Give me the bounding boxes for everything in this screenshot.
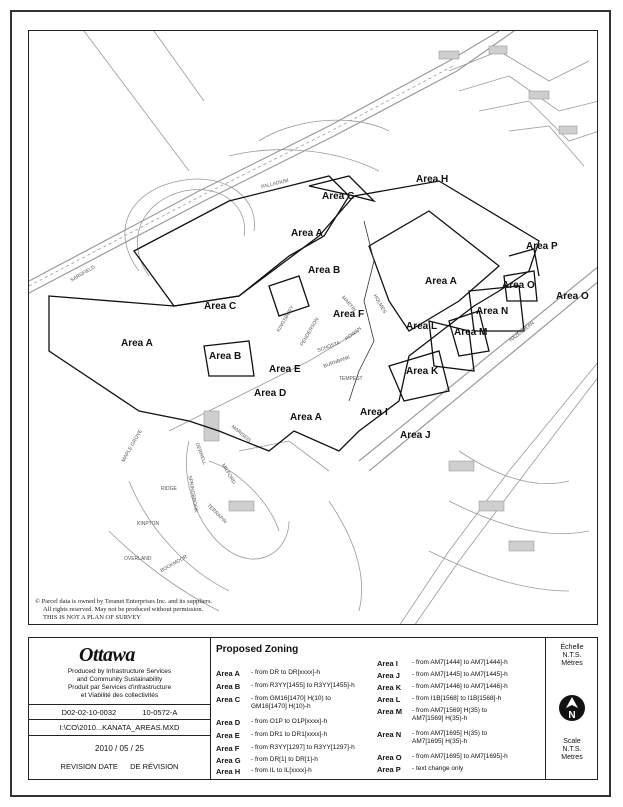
zoning-row bbox=[377, 753, 508, 762]
credit-line: Produit par Services d'infrastructure bbox=[67, 684, 172, 691]
sw-street-2 bbox=[129, 481, 229, 591]
copyright-line: THIS IS NOT A PLAN OF SURVEY bbox=[43, 614, 141, 621]
area-a-south-label: Area A bbox=[290, 412, 322, 423]
zoning-row bbox=[377, 695, 501, 704]
street-label: MARISEIS bbox=[229, 424, 253, 444]
zoning-area-code: Area L bbox=[377, 695, 401, 704]
street-label: PENDERSON bbox=[299, 316, 321, 348]
ne-streets-3 bbox=[479, 101, 598, 141]
area-h-label: Area H bbox=[416, 174, 449, 185]
zoning-row bbox=[216, 731, 327, 740]
scale-line: Mètres bbox=[561, 660, 583, 667]
divider bbox=[29, 704, 210, 705]
se-street-3 bbox=[429, 551, 569, 591]
zoning-change-line: - from AM7[1695] H(35) to bbox=[412, 730, 488, 737]
zoning-change-line: - from AM7[1445] to AM7[1445]-h bbox=[412, 671, 508, 678]
area-b-south-label: Area B bbox=[209, 351, 242, 362]
area-l-label: Area L bbox=[406, 321, 438, 332]
zoning-change bbox=[412, 707, 487, 723]
building-footprint bbox=[529, 91, 549, 99]
street-label: HAZELDEAN bbox=[508, 320, 536, 344]
building-footprint bbox=[204, 411, 219, 441]
street-label: KINGSBURY bbox=[275, 304, 296, 334]
zoning-change bbox=[251, 731, 327, 739]
copyright-line: © Parcel data is owned by Teranet Enterprises Inc. and its suppliers. bbox=[35, 598, 213, 605]
scale-en bbox=[546, 738, 598, 762]
zoning-change-line: - from AM7[1444] to AM7[1444]-h bbox=[412, 659, 508, 666]
area-c-label: Area C bbox=[204, 301, 237, 312]
zoning-change bbox=[251, 682, 355, 690]
area-o-label: Area O bbox=[502, 280, 535, 291]
credit-fr bbox=[29, 684, 210, 700]
street-label: SPRINGBROOK bbox=[186, 475, 199, 513]
street-label: BURNBANK bbox=[322, 354, 351, 370]
zoning-change bbox=[412, 671, 508, 679]
zoning-area-code: Area D bbox=[216, 718, 241, 727]
zoning-change bbox=[251, 756, 318, 764]
revision-label bbox=[29, 762, 210, 771]
se-street-4 bbox=[329, 501, 362, 611]
street-label: KINPTON bbox=[137, 521, 160, 527]
area-o-east-label: Area O bbox=[556, 291, 589, 302]
street-label: RIDGE bbox=[161, 486, 177, 492]
scale-line: N.T.S. bbox=[562, 652, 582, 659]
street-label: MAPLE GROVE bbox=[120, 428, 144, 464]
legend-panel bbox=[28, 637, 598, 780]
area-f-label: Area F bbox=[333, 309, 365, 320]
area-a-west-label: Area A bbox=[121, 338, 153, 349]
north-arrow-icon bbox=[558, 694, 586, 722]
scale-line: N.T.S. bbox=[562, 746, 582, 753]
zoning-area-code: Area C bbox=[216, 695, 241, 704]
zoning-area-code: Area G bbox=[216, 756, 241, 765]
interchange-curve-1 bbox=[125, 179, 255, 271]
area-p-label: Area P bbox=[526, 241, 558, 252]
zoning-change bbox=[251, 718, 327, 726]
street-label: OVERLAND bbox=[124, 556, 152, 562]
zoning-change bbox=[412, 753, 508, 761]
highway-417-line-2 bbox=[29, 31, 514, 293]
zoning-change-line: - from GM16[1470] H(10) to bbox=[251, 695, 331, 702]
area-j-label: Area J bbox=[400, 430, 431, 441]
zoning-change bbox=[412, 659, 508, 667]
street-label: MARTIN bbox=[340, 294, 357, 314]
zoning-change-line: - from AM7[1569] H(35) to bbox=[412, 707, 488, 714]
area-m-label: Area M bbox=[454, 327, 488, 338]
zoning-change bbox=[412, 730, 487, 746]
street-label: SARSFIELD bbox=[69, 264, 97, 284]
zoning-row bbox=[377, 730, 487, 746]
zoning-row bbox=[216, 744, 355, 753]
ne-streets-1 bbox=[449, 51, 589, 81]
ottawa-logo: Ottawa bbox=[79, 644, 135, 666]
zoning-change-line: - from O1P to O1P[xxxx]-h bbox=[251, 718, 328, 725]
nw-road-2 bbox=[154, 31, 204, 101]
building-footprint bbox=[449, 461, 474, 471]
area-e-label: Area E bbox=[269, 364, 301, 375]
street-label: BOOKMOOR bbox=[159, 553, 189, 575]
scale-line: Scale bbox=[563, 738, 581, 745]
palladium-road bbox=[229, 150, 379, 171]
file-number: D02-02-10-0032 bbox=[61, 708, 117, 717]
panel-divider bbox=[210, 638, 211, 779]
area-a-east-label: Area A bbox=[425, 276, 457, 287]
zoning-row bbox=[377, 707, 487, 723]
zoning-map bbox=[28, 30, 598, 625]
street-label: DERRELL bbox=[193, 442, 208, 466]
area-g-label: Area G bbox=[322, 191, 355, 202]
divider bbox=[29, 719, 210, 720]
credit-en bbox=[29, 668, 210, 684]
street-label: SCHOSTA bbox=[316, 340, 342, 354]
zoning-row bbox=[377, 659, 508, 668]
zoning-change bbox=[251, 744, 355, 752]
zoning-area-code: Area J bbox=[377, 671, 400, 680]
zoning-row bbox=[377, 765, 463, 774]
zoning-change-line: - from R3YY[1297] to R3YY[1297]-h bbox=[251, 744, 355, 751]
zoning-area-code: Area B bbox=[216, 682, 241, 691]
area-a-north-label: Area A bbox=[291, 228, 323, 239]
building-footprint bbox=[509, 541, 534, 551]
zoning-row bbox=[216, 718, 327, 727]
area-n-label: Area N bbox=[476, 306, 509, 317]
zoning-change-line: - from IL to IL[xxxx]-h bbox=[251, 767, 312, 774]
area-b-north-label: Area B bbox=[308, 265, 341, 276]
sw-street-5 bbox=[239, 441, 329, 471]
revision-date: 2010 / 05 / 25 bbox=[95, 744, 144, 753]
zoning-change bbox=[412, 765, 463, 773]
credit-line: and Community Sustainability bbox=[76, 676, 163, 683]
zoning-area-code: Area K bbox=[377, 683, 402, 692]
zoning-change-line: GM16[1470] H(10)-h bbox=[251, 703, 311, 710]
zoning-area-code: Area A bbox=[216, 669, 240, 678]
area-i-label: Area I bbox=[360, 407, 388, 418]
north-arrow bbox=[546, 694, 598, 725]
zoning-change bbox=[251, 767, 312, 775]
north-symbol: N bbox=[568, 710, 576, 721]
nw-road bbox=[84, 31, 189, 171]
zoning-row bbox=[216, 695, 331, 711]
credit-line: Produced by Infrastructure Services bbox=[67, 668, 172, 675]
divider bbox=[29, 735, 210, 736]
revision-label-fr: DE RÉVISION bbox=[130, 762, 179, 771]
building-footprint bbox=[489, 46, 507, 54]
zoning-change-line: - text change only bbox=[412, 765, 464, 772]
revision-label-en: REVISION DATE bbox=[60, 762, 118, 771]
street-label: TERRAPIN bbox=[205, 502, 228, 526]
zoning-row bbox=[216, 682, 355, 691]
zoning-change-line: - from DR[1] to DR[1]-h bbox=[251, 756, 318, 763]
copyright-notice bbox=[35, 598, 212, 622]
zoning-change-line: - from R3YY[1455] to R3YY[1455]-h bbox=[251, 682, 355, 689]
terry-fox-1 bbox=[399, 361, 598, 625]
street-label: TEMPEST bbox=[339, 376, 363, 382]
zoning-change-line: - from DR1 to DR1[xxxx]-h bbox=[251, 731, 328, 738]
interchange-curve-2 bbox=[137, 190, 244, 276]
street-label: ROWAN bbox=[344, 325, 363, 343]
map-path: I:\CO\2010...KANATA_AREAS.MXD bbox=[59, 723, 180, 732]
zoning-area-code: Area E bbox=[216, 731, 240, 740]
scale-line: Échelle bbox=[560, 644, 584, 651]
street-label: MILFORD bbox=[220, 462, 237, 486]
area-d-label: Area D bbox=[254, 388, 287, 399]
zoning-change-line: AM7[1695] H(35)-h bbox=[412, 738, 468, 745]
zoning-area-code: Area M bbox=[377, 707, 403, 716]
zoning-change bbox=[251, 669, 320, 677]
terry-fox-2 bbox=[414, 376, 598, 625]
file-ref: 10-0572-A bbox=[142, 708, 178, 717]
building-footprint bbox=[229, 501, 254, 511]
zoning-row bbox=[377, 683, 508, 692]
zoning-change-line: - from AM7[1446] to AM7[1446]-h bbox=[412, 683, 508, 690]
zoning-change bbox=[412, 683, 508, 691]
zoning-change-line: - from I1B[1568] to I1B[1568]-h bbox=[412, 695, 502, 702]
interchange-curve-3 bbox=[259, 120, 389, 141]
zoning-change bbox=[251, 695, 331, 711]
zoning-area-code: Area P bbox=[377, 765, 401, 774]
zoning-change-line: AM7[1569] H(35)-h bbox=[412, 715, 468, 722]
area-a-north-boundary bbox=[134, 176, 349, 306]
zoning-change-line: - from DR to DR[xxxx]-h bbox=[251, 669, 320, 676]
zoning-change bbox=[412, 695, 501, 703]
building-footprint bbox=[479, 501, 504, 511]
highway-417-centre bbox=[29, 66, 453, 286]
ne-streets-2 bbox=[459, 76, 598, 111]
zoning-area-code: Area N bbox=[377, 730, 402, 739]
scale-line: Metres bbox=[561, 754, 583, 761]
area-k-label: Area K bbox=[406, 366, 439, 377]
file-number-row bbox=[29, 708, 210, 717]
credit-line: et Viabilité des collectivités bbox=[80, 692, 159, 699]
zoning-row bbox=[216, 756, 318, 765]
copyright-line: All rights reserved. May not be produced without permission. bbox=[43, 606, 204, 613]
building-footprint bbox=[559, 126, 577, 134]
street-label: PALLADIUM bbox=[260, 177, 290, 191]
se-street-2 bbox=[449, 501, 589, 534]
proposed-zoning-title: Proposed Zoning bbox=[216, 644, 299, 655]
zoning-row bbox=[216, 669, 320, 678]
scale-fr bbox=[546, 644, 598, 668]
zoning-row bbox=[377, 671, 508, 680]
zoning-area-code: Area I bbox=[377, 659, 398, 668]
se-street-1 bbox=[459, 451, 569, 484]
building-footprint bbox=[439, 51, 459, 59]
zoning-row bbox=[216, 767, 312, 776]
zoning-area-code: Area H bbox=[216, 767, 241, 776]
zoning-area-code: Area F bbox=[216, 744, 240, 753]
street-label: HOLMES bbox=[371, 293, 388, 315]
zoning-area-code: Area O bbox=[377, 753, 402, 762]
zoning-change-line: - from AM7[1695] to AM7[1695]-h bbox=[412, 753, 508, 760]
